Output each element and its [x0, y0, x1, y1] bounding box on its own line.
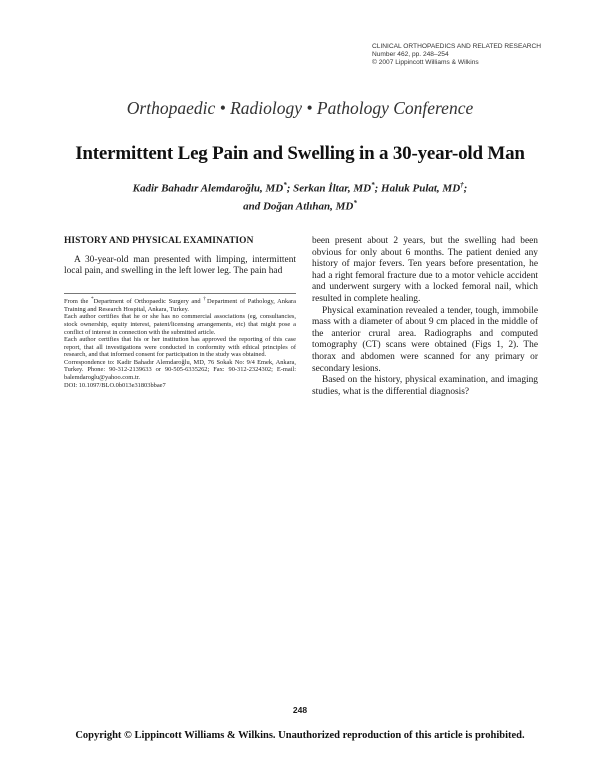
- author-name: ; Serkan İltar, MD: [286, 182, 372, 195]
- author-separator: ;: [463, 182, 468, 195]
- footnote-doi: DOI: 10.1097/BLO.0b013e31803bbae7: [64, 381, 166, 389]
- author-name: and Doğan Atlıhan, MD: [243, 200, 354, 213]
- author-mark: *: [283, 181, 287, 189]
- footnote-affiliation: [64, 296, 296, 313]
- left-column: [64, 236, 296, 278]
- affiliation-mark: *: [90, 296, 94, 302]
- page-number: 248: [292, 705, 308, 715]
- journal-copyright: © 2007 Lippincott Williams & Wilkins: [372, 59, 479, 66]
- affiliation-mark: †: [203, 296, 207, 302]
- body-paragraph: Based on the history, physical examination, and imaging studies, what is the differential diagnosis?: [312, 375, 538, 397]
- footnote-correspondence: Correspondence to: Kadir Bahadır Alemdaroğlu, MD, 76 Sokak No: 9/4 Emek, Ankara, Turkey. Phone: 90-312-2139633 or 90-505-6335262; Fax: 90-312-2324302; E-mail: balemdaroglu@yahoo.com.tr.: [64, 358, 296, 382]
- journal-number: Number 462, pp. 248–254: [372, 51, 449, 58]
- footnote-commercial: Each author certifies that he or she has no commercial associations (eg, consultancies, stock ownership, equity interest, patent/licensing arrangements, etc) that might pose a conflict of interest in connection with the submitted article.: [64, 313, 296, 336]
- footnote-institution: Each author certifies that his or her institution has approved the reporting of this case report, that all investigations were conducted in conformity with ethical principles of research, and that informed consent for participation in the study was obtained.: [64, 336, 296, 359]
- footnotes: [64, 296, 296, 389]
- author-mark: †: [460, 181, 464, 189]
- affiliation-text: Department of Pathology, Ankara Training and Research Hospital, Ankara, Turkey.: [64, 298, 296, 313]
- journal-name: CLINICAL ORTHOPAEDICS AND RELATED RESEARCH: [372, 43, 542, 50]
- body-paragraph: been present about 2 years, but the swelling had been obvious for only about 6 months. The patient denied any history of major fevers. Ten years before presentation, he had a right femoral fracture due to a motor vehicle accident and underwent surgery with a locked femoral nail, which resulted in complete healing.: [312, 236, 538, 304]
- body-paragraph: Physical examination revealed a tender, tough, immobile mass with a diameter of about 9 cm placed in the middle of the anterior crural area. Radiographs and computed tomography (CT) scans were obtained (Figs 1, 2). The thorax and abdomen were scanned for any primary or secondary lesions.: [312, 305, 538, 374]
- copyright-notice: Copyright © Lippincott Williams & Wilkins. Unauthorized reproduction of this article is prohibited.: [75, 730, 525, 741]
- section-heading: HISTORY AND PHYSICAL EXAMINATION: [64, 236, 254, 246]
- author-list: [100, 178, 500, 213]
- footnote-divider: [64, 293, 296, 294]
- journal-header: [372, 43, 592, 67]
- article-title: Intermittent Leg Pain and Swelling in a 30-year-old Man: [75, 143, 525, 164]
- author-name: ; Haluk Pulat, MD: [374, 182, 461, 195]
- author-mark: *: [371, 181, 375, 189]
- author-name: Kadir Bahadır Alemdaroğlu, MD: [132, 182, 284, 195]
- affiliation-text: Department of Orthopaedic Surgery and: [93, 298, 204, 306]
- affiliation-text: From the: [64, 298, 91, 306]
- series-title: Orthopaedic • Radiology • Pathology Conference: [126, 98, 474, 118]
- author-mark: *: [353, 198, 357, 207]
- body-paragraph: A 30-year-old man presented with limping, intermittent local pain, and swelling in the left lower leg. The pain had: [64, 254, 296, 277]
- right-column: [312, 236, 538, 398]
